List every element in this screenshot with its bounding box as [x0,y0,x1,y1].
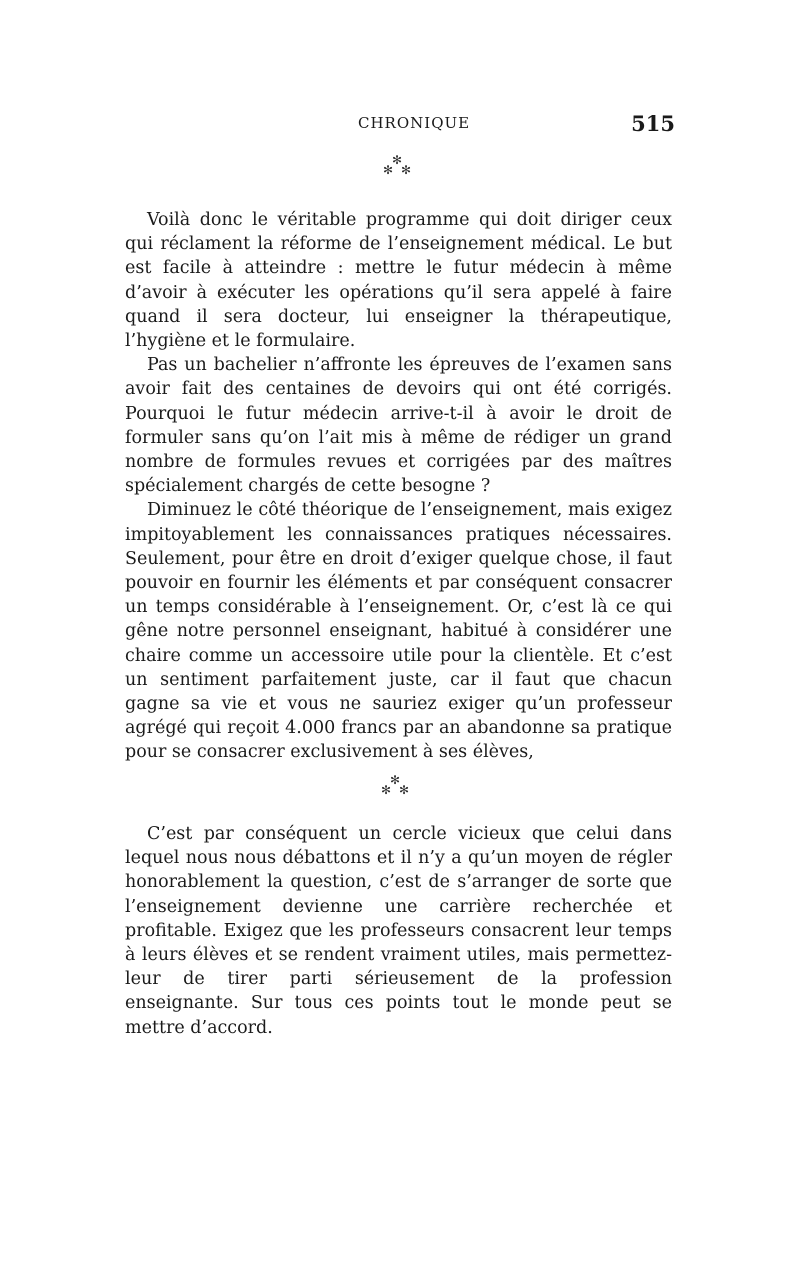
asterisk-icon: ✻ [399,783,410,797]
asterisk-icon: ✻ [383,163,394,177]
paragraph: Diminuez le côté théorique de l’enseignement, mais exigez impitoyablement les connaissances pratiques nécessaires. Seulement, pour être en droit d’exiger quelque chose, il faut pouvoir en fournir les éléments et par conséquent consacrer un temps considérable à l’enseignement. Or, c’est là ce qui gêne notre personnel enseignant, habitué à considérer une chaire comme un accessoire utile pour la clientèle. Et c’est un sentiment parfaitement juste, car il faut que chacun gagne sa vie et vous ne sauriez exiger qu’un professeur agrégé qui reçoit 4.000 francs par an abandonne sa pratique pour se consacrer exclusivement à ses élèves, [125,500,672,763]
paragraph: C’est par conséquent un cercle vicieux que celui dans lequel nous nous débattons et il n’y a qu’un moyen de régler honorablement la question, c’est de s’arranger de sorte que l’enseignement devienne une carrière recherchée et profitable. Exigez que les professeurs consacrent leur temps à leurs élèves et se rendent vraiment utiles, mais permettez-leur de tirer parti sérieusement de la profession enseignante. Sur tous ces points tout le monde peut se mettre d’accord. [125,824,672,1038]
asterism-ornament [378,154,418,184]
asterisk-icon: ✻ [392,153,403,167]
page-number: 515 [631,111,675,136]
page-header [120,111,675,138]
asterisk-icon: ✻ [401,163,412,177]
section-1-text [125,208,672,765]
asterisk-icon: ✻ [390,773,401,787]
section-2-text [125,822,672,1040]
paragraph: Pas un bachelier n’affronte les épreuves de l’examen sans avoir fait des centaines de devoirs qui ont été corrigés. Pourquoi le futur médecin arrive-t-il à avoir le droit de formuler sans qu’on l’ait mis à même de rédiger un grand nombre de formules revues et corrigées par des maîtres spécialement chargés de cette besogne ? [125,355,672,497]
paragraph: Voilà donc le véritable programme qui doit diriger ceux qui réclament la réforme de l’enseignement médical. Le but est facile à atteindre : mettre le futur médecin à même d’avoir à exécuter les opérations qu’il sera appelé à faire quand il sera docteur, lui enseigner la thérapeutique, l’hygiène et le formulaire. [125,210,672,352]
asterism-ornament [376,774,416,804]
running-head: CHRONIQUE [358,114,471,132]
asterisk-icon: ✻ [381,783,392,797]
